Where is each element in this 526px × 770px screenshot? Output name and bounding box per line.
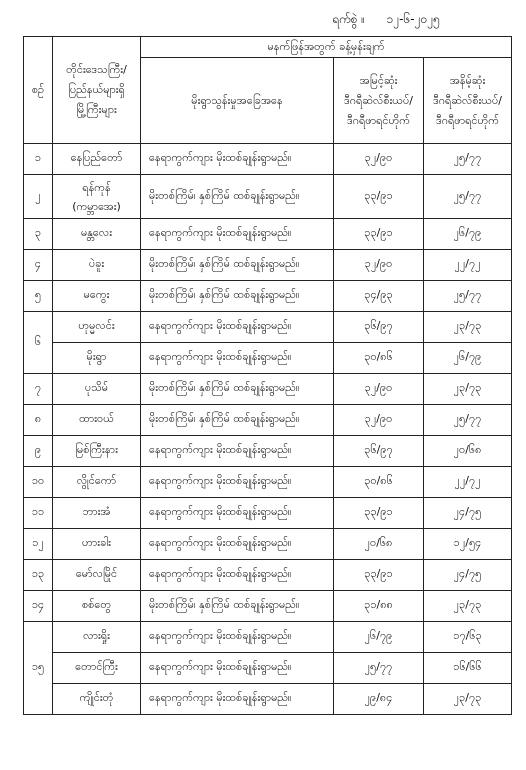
cell-condition: နေရာကွက်ကျား မိုးထစ်ချုန်းရွာမည်။ — [141, 436, 334, 467]
city-name: တောင်ကြီး — [75, 660, 118, 673]
cell-condition: နေရာကွက်ကျား မိုးထစ်ချုန်းရွာမည်။ — [141, 560, 334, 591]
cell-condition: နေရာကွက်ကျား မိုးထစ်ချုန်းရွာမည်။ — [141, 343, 334, 374]
cell-city — [53, 343, 141, 374]
cell-city — [53, 144, 141, 175]
cell-condition: နေရာကွက်ကျား မိုးထစ်ချုန်းရွာမည်။ — [141, 653, 334, 684]
cell-condition: နေရာကွက်ကျား မိုးထစ်ချုန်းရွာမည်။ — [141, 529, 334, 560]
cell-condition: နေရာကွက်ကျား မိုးထစ်ချုန်းရွာမည်။ — [141, 312, 334, 343]
table-row — [24, 219, 512, 250]
date-label: ရက်စွဲ ။ — [332, 12, 365, 26]
header-forecast: မနက်ဖြန်အတွက် ခန့်မှန်းချက် — [141, 37, 512, 58]
table-body — [24, 144, 512, 715]
cell-min-temp: ၂၃/၇၃ — [424, 591, 512, 622]
table-row — [24, 498, 512, 529]
cell-min-temp: ၁၇/၆၃ — [424, 622, 512, 653]
cell-condition: နေရာကွက်ကျား မိုးထစ်ချုန်းရွာမည်။ — [141, 498, 334, 529]
cell-min-temp: ၂၅/၇၇ — [424, 175, 512, 219]
city-name: (ကမ္ဘာအေး) — [72, 199, 121, 213]
cell-city — [53, 175, 141, 219]
cell-city — [53, 436, 141, 467]
cell-condition: မိုးတစ်ကြိမ်၊ နှစ်ကြိမ် ထစ်ချုန်းရွာမည်။ — [141, 250, 334, 281]
city-name: လွိုင်ကော် — [76, 474, 117, 487]
report-date — [332, 8, 512, 30]
table-row — [24, 374, 512, 405]
cell-city — [53, 467, 141, 498]
table-row — [24, 436, 512, 467]
city-name: ဟုမ္မလင်း — [78, 319, 115, 332]
cell-condition: မိုးတစ်ကြိမ်၊ နှစ်ကြိမ် ထစ်ချုန်းရွာမည်။ — [141, 374, 334, 405]
city-name: မြစ်ကြီးနား — [75, 443, 118, 456]
city-name: မိုးရွာ — [86, 350, 107, 363]
cell-max-temp: ၃၃/၉၁ — [334, 498, 424, 529]
cell-min-temp: ၁၂/၅၄ — [424, 529, 512, 560]
cell-sr: ၃ — [24, 219, 53, 250]
header-max-line: အမြင့်ဆုံး — [359, 73, 398, 87]
cell-max-temp: ၂၀/၆၈ — [334, 529, 424, 560]
cell-max-temp: ၃၂/၉၀ — [334, 250, 424, 281]
cell-sr: ၆ — [24, 312, 53, 374]
city-name: ကျိုင်းတုံ — [79, 691, 114, 704]
cell-sr: ၂ — [24, 175, 53, 219]
cell-min-temp: ၂၆/၇၉ — [424, 343, 512, 374]
cell-city — [53, 653, 141, 684]
header-condition: မိုးရွာသွန်းမှုအခြေအနေ — [141, 58, 334, 144]
cell-city — [53, 250, 141, 281]
cell-max-temp: ၃၂/၉၀ — [334, 405, 424, 436]
header-max-line: ဒီဂရီဆဲလ်စီးယပ်/ — [344, 93, 413, 107]
cell-city — [53, 498, 141, 529]
city-name: မကွေး — [83, 288, 110, 301]
cell-max-temp: ၃၃/၉၁ — [334, 219, 424, 250]
table-row — [24, 622, 512, 653]
cell-max-temp: ၃၀/၈၆ — [334, 343, 424, 374]
cell-sr: ၈ — [24, 405, 53, 436]
city-name: ပုသိမ် — [84, 381, 109, 394]
cell-min-temp: ၂၅/၇၇ — [424, 144, 512, 175]
cell-city — [53, 622, 141, 653]
cell-max-temp: ၃၃/၉၁ — [334, 175, 424, 219]
cell-city — [53, 312, 141, 343]
city-name: မန္တလေး — [80, 226, 113, 239]
cell-condition: မိုးတစ်ကြိမ်၊ နှစ်ကြိမ် ထစ်ချုန်းရွာမည်။ — [141, 175, 334, 219]
header-max-line: ဒီဂရီဖာရင်ဟိုက် — [346, 113, 411, 127]
table-row — [24, 560, 512, 591]
header-region-line: တိုင်းဒေသကြီး/ — [66, 63, 127, 76]
cell-sr: ၅ — [24, 281, 53, 312]
city-name: ဟားခါး — [82, 536, 111, 549]
cell-min-temp: ၂၅/၇၇ — [424, 405, 512, 436]
cell-max-temp: ၃၁/၈၈ — [334, 591, 424, 622]
cell-min-temp: ၂၂/၇၂ — [424, 467, 512, 498]
header-region-line: မြို့ကြီးများ — [76, 103, 117, 116]
cell-min-temp: ၂၅/၇၇ — [424, 281, 512, 312]
cell-condition: နေရာကွက်ကျား မိုးထစ်ချုန်းရွာမည်။ — [141, 622, 334, 653]
cell-sr: ၁ — [24, 144, 53, 175]
cell-sr: ၁၀ — [24, 467, 53, 498]
city-name: ပဲခူး — [88, 257, 105, 270]
cell-condition: မိုးတစ်ကြိမ်၊ နှစ်ကြိမ် ထစ်ချုန်းရွာမည်။ — [141, 281, 334, 312]
header-max-temp — [334, 58, 424, 144]
cell-max-temp: ၃၆/၉၇ — [334, 436, 424, 467]
city-name: လားရှိုး — [83, 629, 110, 642]
cell-min-temp: ၂၆/၇၉ — [424, 219, 512, 250]
cell-city — [53, 219, 141, 250]
table-row — [24, 684, 512, 715]
table-row — [24, 467, 512, 498]
header-sr: စဉ် — [24, 37, 53, 144]
cell-condition: နေရာကွက်ကျား မိုးထစ်ချုန်းရွာမည်။ — [141, 144, 334, 175]
cell-max-temp: ၂၉/၈၄ — [334, 684, 424, 715]
cell-max-temp: ၂၆/၇၉ — [334, 622, 424, 653]
cell-max-temp: ၃၃/၉၁ — [334, 560, 424, 591]
cell-condition: နေရာကွက်ကျား မိုးထစ်ချုန်းရွာမည်။ — [141, 467, 334, 498]
city-name: စစ်တွေ — [81, 598, 112, 611]
header-min-line: ဒီဂရီဆဲလ်စီးယပ်/ — [433, 93, 502, 107]
cell-min-temp: ၂၃/၇၃ — [424, 684, 512, 715]
cell-city — [53, 560, 141, 591]
table-row — [24, 312, 512, 343]
cell-sr: ၇ — [24, 374, 53, 405]
city-name: ရန်ကုန် — [82, 180, 111, 194]
cell-min-temp: ၂၀/၆၈ — [424, 436, 512, 467]
city-name: မော်လမြိုင် — [75, 567, 118, 580]
cell-max-temp: ၃၄/၉၃ — [334, 281, 424, 312]
header-min-line: အနိမ့်ဆုံး — [449, 73, 486, 87]
cell-city — [53, 281, 141, 312]
cell-max-temp: ၃၆/၉၇ — [334, 312, 424, 343]
cell-min-temp: ၁၆/၆၆ — [424, 653, 512, 684]
header-region-line: ပြည်နယ်များရှိ — [68, 83, 125, 96]
table-row — [24, 281, 512, 312]
table-row — [24, 653, 512, 684]
table-row — [24, 405, 512, 436]
cell-city — [53, 374, 141, 405]
cell-city — [53, 405, 141, 436]
city-name: ထားဝယ် — [79, 412, 114, 425]
cell-city — [53, 529, 141, 560]
header-region — [53, 37, 141, 144]
table-row — [24, 175, 512, 219]
cell-condition: မိုးတစ်ကြိမ်၊ နှစ်ကြိမ် ထစ်ချုန်းရွာမည်။ — [141, 591, 334, 622]
cell-min-temp: ၂၃/၇၃ — [424, 374, 512, 405]
cell-city — [53, 591, 141, 622]
cell-sr: ၉ — [24, 436, 53, 467]
header-min-temp — [424, 58, 512, 144]
cell-sr: ၁၁ — [24, 498, 53, 529]
table-row — [24, 343, 512, 374]
cell-min-temp: ၂၂/၇၂ — [424, 250, 512, 281]
cell-sr: ၁၃ — [24, 560, 53, 591]
table-row — [24, 144, 512, 175]
cell-condition: နေရာကွက်ကျား မိုးထစ်ချုန်းရွာမည်။ — [141, 684, 334, 715]
date-value: ၁၂-၆-၂၀၂၅ — [386, 12, 440, 26]
city-name: နေပြည်တော် — [70, 151, 123, 164]
cell-sr: ၁၄ — [24, 591, 53, 622]
cell-sr: ၄ — [24, 250, 53, 281]
cell-max-temp: ၃၂/၉၀ — [334, 144, 424, 175]
cell-condition: နေရာကွက်ကျား မိုးထစ်ချုန်းရွာမည်။ — [141, 219, 334, 250]
cell-sr: ၁၂ — [24, 529, 53, 560]
table-row — [24, 591, 512, 622]
table-row — [24, 529, 512, 560]
weather-forecast-table — [23, 36, 512, 715]
cell-condition: မိုးတစ်ကြိမ်၊ နှစ်ကြိမ် ထစ်ချုန်းရွာမည်။ — [141, 405, 334, 436]
cell-min-temp: ၂၃/၇၃ — [424, 312, 512, 343]
cell-min-temp: ၂၄/၇၅ — [424, 498, 512, 529]
cell-sr: ၁၅ — [24, 622, 53, 715]
cell-max-temp: ၃၀/၈၆ — [334, 467, 424, 498]
city-name: ဘားအံ — [82, 505, 111, 518]
header-min-line: ဒီဂရီဖာရင်ဟိုက် — [435, 113, 500, 127]
cell-max-temp: ၂၅/၇၇ — [334, 653, 424, 684]
cell-max-temp: ၃၂/၉၀ — [334, 374, 424, 405]
table-row — [24, 250, 512, 281]
cell-city — [53, 684, 141, 715]
cell-min-temp: ၂၄/၇၅ — [424, 560, 512, 591]
